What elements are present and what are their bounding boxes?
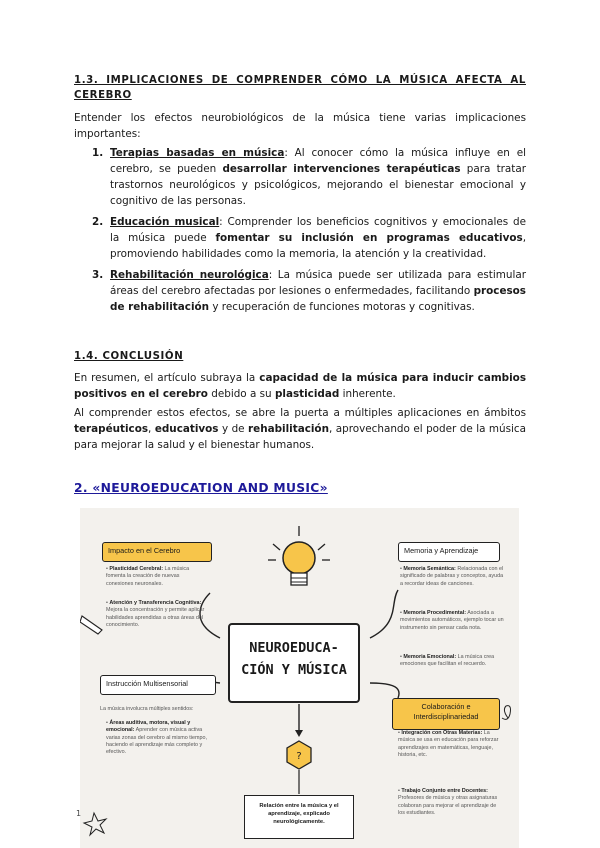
collaboration-title-line-2: Interdisciplinariedad [413, 712, 479, 721]
memory-item-3: • Memoria Emocional: La música crea emociones que facilitan el recuerdo. [400, 654, 495, 668]
infographic-caption: Relación entre la música y el aprendizaje, explicado neurológicamente. [244, 795, 354, 839]
impact-item-2: • Atención y Transferencia Cognitiva: Mejora la concentración y permite aplicar habilidades aprendidas a otras áreas del conocimiento. [106, 600, 205, 628]
conclusion-paragraph-1 [74, 370, 526, 402]
impact-item-1: • Plasticidad Cerebral: La música fomenta la creación de nuevas conexiones neuronales. [106, 566, 190, 587]
central-title-line-2: CIÓN Y MÚSICA [241, 662, 347, 678]
list-item-3-bold: procesos de rehabilitación [110, 285, 526, 313]
list-item-2-text-a: : Comprender los beneficios cognitivos y emocionales de la música puede [110, 216, 526, 244]
list-item-1-title: Terapias basadas en música [110, 147, 285, 159]
memory-1-bold: Memoria Semántica: [403, 566, 456, 572]
conclusion-paragraph-2 [74, 405, 526, 453]
memory-item-1: • Memoria Semántica: Relacionada con el significado de palabras y conceptos, ayuda a recordar ideas de canciones. [400, 566, 504, 587]
list-item-2-text-b: , promoviendo habilidades como la memoria, la atención y la creatividad. [110, 232, 526, 260]
collaboration-item-1: • Integración con Otras Materias: La música se usa en educación para reforzar aprendizajes en matemáticas, lenguaje, historia, etc. [398, 730, 499, 758]
conclusion-p2-a: Al comprender estos efectos, se abre la puerta a múltiples aplicaciones en ámbitos [74, 407, 526, 419]
conclusion-p2-g: , aprovechando el poder de la música para mejorar la salud y el bienestar humanos. [74, 423, 526, 451]
central-title-line-1: NEUROEDUCA- [249, 640, 339, 656]
list-item-1-text-a: : Al conocer cómo la música influye en el cerebro, se pueden [110, 147, 526, 175]
multisensory-title: Instrucción Multisensorial [100, 675, 216, 695]
conclusion-p1-b: capacidad de la música para inducir cambios positivos en el cerebro [74, 372, 526, 400]
list-item-1 [110, 145, 526, 209]
memory-3-bold: Memoria Emocional: [403, 654, 457, 660]
conclusion-p2-c: , [148, 423, 155, 435]
collab-2-bold: Trabajo Conjunto entre Docentes: [401, 788, 488, 794]
memory-1-text: Relacionada con el significado de palabras y conceptos, ayuda a recordar ideas de canciones. [400, 566, 504, 587]
neuroeducation-infographic [80, 508, 519, 848]
multisensory-intro: La música involucra múltiples sentidos: [100, 706, 194, 712]
memory-3-text: La música crea emociones que facilitan el recuerdo. [400, 654, 495, 668]
memory-2-bold: Memoria Procedimental: [403, 610, 466, 616]
conclusion-p1-d: plasticidad [274, 388, 340, 400]
list-item-1-bold: desarrollar intervenciones terapéuticas [222, 163, 461, 175]
conclusion-p1-a: En resumen, el artículo subraya la [74, 372, 260, 384]
list-item-1-text-b: para tratar trastornos neurológicos y psicológicos, mejorando el bienestar emocional y cognitivo de las personas. [110, 163, 526, 207]
impact-title: Impacto en el Cerebro [102, 542, 212, 562]
collaboration-title-line-1: Colaboración e [421, 702, 471, 711]
list-item-2 [110, 214, 526, 262]
collab-1-bold: Integración con Otras Materias: [401, 730, 483, 736]
impact-2-text: Mejora la concentración y permite aplicar habilidades aprendidas a otras áreas del conocimiento. [106, 607, 205, 628]
svg-text:?: ? [296, 751, 302, 762]
list-item-3-text-a: : La música puede ser utilizada para estimular áreas del cerebro afectadas por lesiones o enfermedades, facilitando [110, 269, 526, 297]
impact-1-text: La música fomenta la creación de nuevas conexiones neuronales. [106, 566, 190, 587]
list-item-2-bold: fomentar su inclusión en programas educativos [215, 232, 523, 244]
central-title-box [228, 623, 360, 703]
multi-1-bold: Áreas auditiva, motora, visual y emocional: [106, 720, 191, 734]
impact-2-bold: Atención y Transferencia Cognitiva: [109, 600, 202, 606]
conclusion-p2-b: terapéuticos [74, 423, 149, 435]
impact-1-bold: Plasticidad Cerebral: [109, 566, 164, 572]
multi-1-text: Aprender con música activa varias zonas del cerebro al mismo tiempo, haciendo el aprendizaje más completo y efectivo. [106, 727, 207, 756]
collab-2-text: Profesores de música y otras asignaturas colaboran para mejorar el aprendizaje de los estudiantes. [398, 795, 498, 816]
section-13-heading: 1.3. IMPLICACIONES DE COMPRENDER CÓMO LA MÚSICA AFECTA AL CEREBRO [74, 75, 526, 101]
conclusion-p1-c: debido a su [207, 388, 275, 400]
conclusion-p1-e: inherente. [339, 388, 396, 400]
memory-title: Memoria y Aprendizaje [398, 542, 500, 562]
list-item-3 [110, 267, 526, 315]
section-13-intro: Entender los efectos neurobiológicos de la música tiene varias implicaciones importantes: [74, 112, 526, 140]
multisensory-item-1: • Áreas auditiva, motora, visual y emocional: Aprender con música activa varias zonas del cerebro al mismo tiempo, haciendo el aprendizaje más completo y efectivo. [106, 720, 207, 756]
list-item-3-title: Rehabilitación neurológica [110, 269, 269, 281]
conclusion-p2-e: y de [218, 423, 249, 435]
list-item-2-title: Educación musical [110, 216, 220, 228]
collaboration-item-2: • Trabajo Conjunto entre Docentes: Profesores de música y otras asignaturas colaboran para mejorar el aprendizaje de los estudiantes. [398, 788, 498, 816]
conclusion-p2-f: rehabilitación [248, 423, 329, 435]
list-number-2: 2. [92, 216, 104, 228]
section-14-heading: 1.4. CONCLUSIÓN [74, 351, 184, 362]
collab-1-text: La música se usa en educación para reforzar aprendizajes en matemáticas, lenguaje, historia, etc. [398, 730, 499, 758]
list-number-3: 3. [92, 269, 104, 281]
memory-2-text: Asociada a movimientos automáticos, ejemplo tocar un instrumento sin pensar cada nota. [400, 610, 504, 631]
list-number-1: 1. [92, 147, 104, 159]
squiggle-doodle-icon [502, 706, 511, 720]
collaboration-title [392, 698, 500, 730]
conclusion-p2-d: educativos [154, 423, 219, 435]
question-hexagon-icon [287, 741, 311, 769]
lightbulb-icon [268, 526, 330, 585]
pencil-icon [80, 616, 102, 634]
memory-item-2: • Memoria Procedimental: Asociada a movimientos automáticos, ejemplo tocar un instrumento sin pensar cada nota. [400, 610, 504, 631]
star-doodle-icon [84, 813, 106, 835]
list-item-3-text-b: y recuperación de funciones motoras y cognitivas. [209, 301, 475, 313]
page-number: 1 [76, 809, 82, 818]
section-2-heading: 2. «NEUROEDUCATION AND MUSIC» [74, 481, 328, 495]
